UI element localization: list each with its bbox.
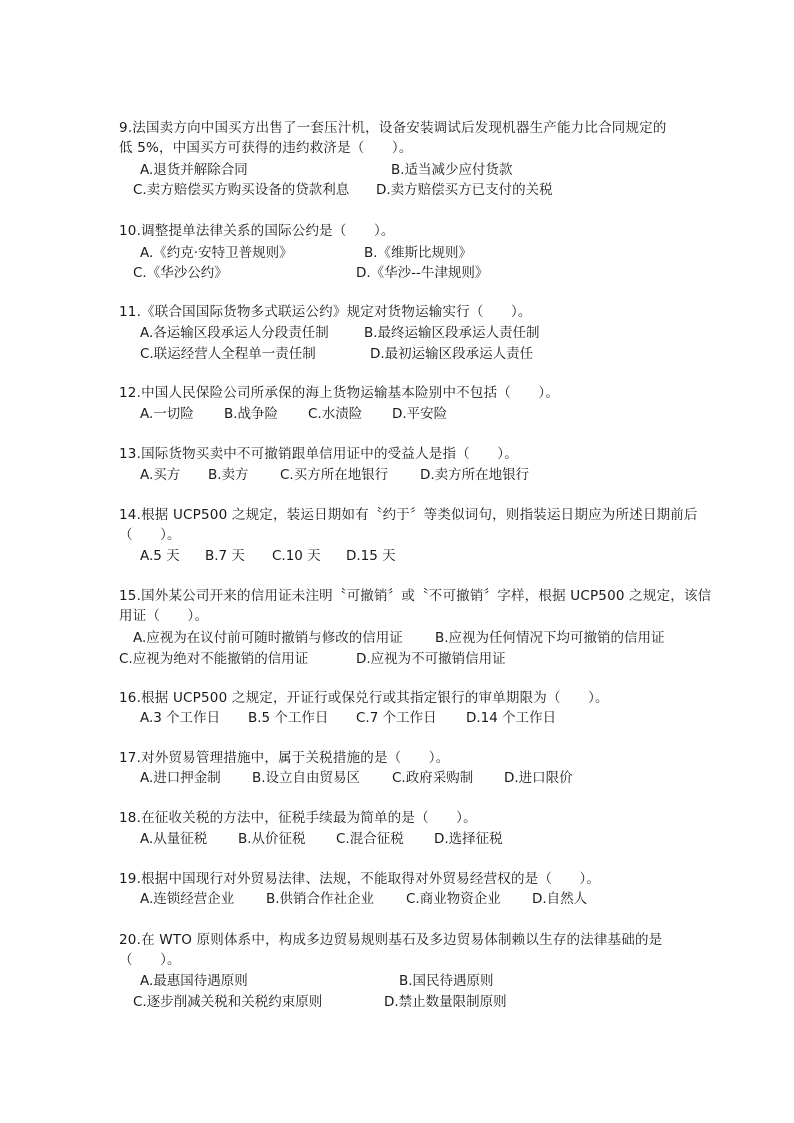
option-a: A.进口押金制	[140, 770, 221, 786]
option-c: C.逐步削减关税和关税约束原则	[133, 994, 323, 1010]
option-d: D.《华沙--牛津规则》	[356, 265, 489, 281]
question-stem: 16.根据 UCP500 之规定，开证行或保兑行或其指定银行的审单期限为（ ）。	[119, 690, 609, 706]
option-b: B.设立自由贸易区	[252, 770, 361, 786]
option-b: B.《维斯比规则》	[364, 245, 473, 261]
question-stem: 19.根据中国现行对外贸易法律、法规，不能取得对外贸易经营权的是（ ）。	[119, 871, 601, 887]
question-stem: 14.根据 UCP500 之规定，装运日期如有〝约于〞等类似词句，则指装运日期应为所述日期前后	[119, 507, 698, 523]
option-d: D.15 天	[346, 548, 396, 564]
option-c: C.10 天	[272, 548, 321, 564]
question-stem: 11.《联合国国际货物多式联运公约》规定对货物运输实行（ ）。	[119, 304, 532, 320]
question-stem: 17.对外贸易管理措施中，属于关税措施的是（ ）。	[119, 750, 450, 766]
option-b: B.供销合作社企业	[266, 891, 375, 907]
option-c: C.商业物资企业	[406, 891, 501, 907]
option-c: C.卖方赔偿买方购买设备的贷款利息	[133, 182, 350, 198]
option-c: C.买方所在地银行	[280, 467, 389, 483]
question-stem: 18.在征收关税的方法中，征税手续最为简单的是（ ）。	[119, 810, 477, 826]
option-a: A.连锁经营企业	[140, 891, 235, 907]
question-stem: （ ）。	[119, 952, 181, 968]
question-stem: 10.调整提单法律关系的国际公约是（ ）。	[119, 223, 395, 239]
question-stem: 用证（ ）。	[119, 608, 209, 624]
option-d: D.14 个工作日	[466, 710, 557, 726]
option-c: C.《华沙公约》	[133, 265, 228, 281]
question-stem: （ ）。	[119, 527, 181, 543]
question-stem: 15.国外某公司开来的信用证未注明〝可撤销〞或〝不可撤销〞字样，根据 UCP500 之规定，该信	[119, 588, 712, 604]
option-a: A.退货并解除合同	[140, 162, 248, 178]
option-c: C.应视为绝对不能撤销的信用证	[119, 651, 309, 667]
option-b: B.7 天	[205, 548, 245, 564]
option-d: D.禁止数量限制原则	[384, 994, 507, 1010]
option-a: A.应视为在议付前可随时撤销与修改的信用证	[133, 630, 403, 646]
question-stem: 13.国际货物买卖中不可撤销跟单信用证中的受益人是指（ ）。	[119, 446, 518, 462]
option-a: A.最惠国待遇原则	[140, 973, 248, 989]
option-c: C.水渍险	[308, 406, 363, 422]
option-d: D.自然人	[532, 891, 588, 907]
option-d: D.最初运输区段承运人责任	[370, 346, 534, 362]
option-d: D.选择征税	[434, 831, 503, 847]
question-stem: 12.中国人民保险公司所承保的海上货物运输基本险别中不包括（ ）。	[119, 385, 560, 401]
option-a: A.从量征税	[140, 831, 208, 847]
option-d: D.进口限价	[504, 770, 573, 786]
question-stem: 9.法国卖方向中国买方出售了一套压汁机，设备安装调试后发现机器生产能力比合同规定的	[119, 120, 667, 136]
option-c: C.混合征税	[336, 831, 404, 847]
option-c: C.政府采购制	[392, 770, 474, 786]
option-b: B.应视为任何情况下均可撤销的信用证	[435, 630, 665, 646]
option-a: A.5 天	[140, 548, 180, 564]
option-d: D.卖方赔偿买方已支付的关税	[376, 182, 553, 198]
option-c: C.7 个工作日	[356, 710, 437, 726]
option-a: A.买方	[140, 467, 181, 483]
option-a: A.各运输区段承运人分段责任制	[140, 325, 329, 341]
option-c: C.联运经营人全程单一责任制	[140, 346, 316, 362]
option-a: A.《约克·安特卫普规则》	[140, 245, 293, 261]
option-b: B.最终运输区段承运人责任制	[364, 325, 540, 341]
option-a: A.一切险	[140, 406, 194, 422]
option-d: D.卖方所在地银行	[420, 467, 530, 483]
option-b: B.适当减少应付货款	[391, 162, 513, 178]
option-b: B.国民待遇原则	[399, 973, 494, 989]
option-d: D.平安险	[392, 406, 448, 422]
option-b: B.5 个工作日	[248, 710, 329, 726]
option-a: A.3 个工作日	[140, 710, 221, 726]
option-b: B.从价征税	[238, 831, 306, 847]
option-b: B.战争险	[224, 406, 279, 422]
question-stem: 低 5%，中国买方可获得的违约救济是（ ）。	[119, 140, 413, 156]
option-d: D.应视为不可撤销信用证	[356, 651, 506, 667]
option-b: B.卖方	[208, 467, 249, 483]
question-stem: 20.在 WTO 原则体系中，构成多边贸易规则基石及多边贸易体制赖以生存的法律基础的是	[119, 932, 663, 948]
